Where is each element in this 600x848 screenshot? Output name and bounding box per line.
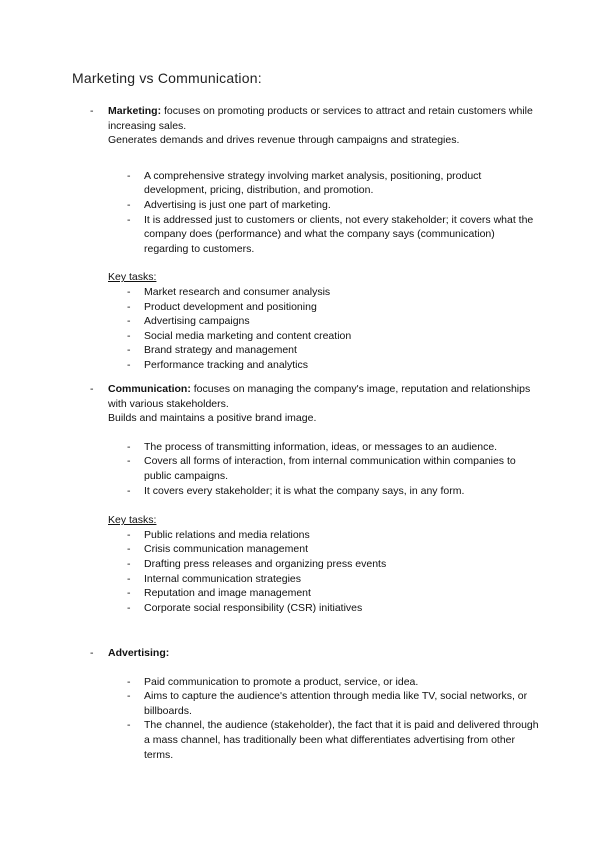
task-text: Advertising campaigns	[144, 315, 250, 328]
marketing-points	[72, 169, 542, 257]
communication-summary: Builds and maintains a positive brand image.	[108, 412, 317, 425]
marketing-key-tasks-label: Key tasks:	[108, 271, 157, 284]
list-item	[72, 213, 542, 257]
task-text: Market research and consumer analysis	[144, 285, 331, 298]
marketing-section	[72, 104, 542, 373]
list-item	[72, 586, 542, 601]
bullet-dash: -	[127, 213, 131, 226]
bullet-dash: -	[127, 528, 131, 541]
advertising-point: Aims to capture the audience's attention through media like TV, social networks, or billboards.	[144, 690, 528, 717]
advertising-intro	[72, 646, 542, 661]
communication-point: The process of transmitting information, ideas, or messages to an audience.	[144, 440, 498, 453]
communication-points	[72, 440, 542, 498]
list-item	[72, 343, 542, 358]
task-text: Internal communication strategies	[144, 572, 301, 585]
list-item	[72, 528, 542, 543]
bullet-dash: -	[127, 440, 131, 453]
bullet-dash: -	[127, 198, 131, 211]
list-item	[72, 718, 542, 762]
task-text: Brand strategy and management	[144, 344, 297, 357]
marketing-intro-text: focuses on promoting products or services to attract and retain customers while increasing sales.	[108, 105, 533, 132]
task-text: Drafting press releases and organizing press events	[144, 557, 387, 570]
bullet-dash: -	[90, 647, 94, 659]
marketing-point: A comprehensive strategy involving market analysis, positioning, product development, pricing, distribution, and promotion.	[144, 169, 482, 197]
list-item	[72, 358, 542, 373]
list-item	[72, 601, 542, 616]
task-text: Product development and positioning	[144, 300, 317, 313]
list-item	[72, 484, 542, 499]
task-text: Corporate social responsibility (CSR) initiatives	[144, 601, 363, 614]
advertising-point: Paid communication to promote a product, service, or idea.	[144, 675, 419, 688]
page-title: Marketing vs Communication:	[72, 70, 262, 86]
bullet-dash: -	[127, 587, 131, 600]
communication-tasks	[72, 528, 542, 616]
list-item	[72, 454, 542, 483]
marketing-heading: Marketing:	[108, 105, 162, 117]
advertising-points	[72, 675, 542, 763]
bullet-dash: -	[127, 572, 131, 585]
bullet-dash: -	[127, 690, 131, 703]
task-text: Social media marketing and content creation	[144, 329, 352, 342]
list-item	[72, 572, 542, 587]
communication-intro-text: focuses on managing the company's image, reputation and relationships with various stakeholders.	[108, 383, 531, 410]
task-text: Reputation and image management	[144, 587, 311, 600]
bullet-dash: -	[127, 358, 131, 371]
list-item	[72, 542, 542, 557]
bullet-dash: -	[127, 329, 131, 342]
task-text: Performance tracking and analytics	[144, 358, 308, 371]
communication-key-tasks-label: Key tasks:	[108, 514, 157, 527]
task-text: Crisis communication management	[144, 543, 308, 556]
list-item	[72, 300, 542, 315]
marketing-summary: Generates demands and drives revenue through campaigns and strategies.	[108, 134, 460, 147]
bullet-dash: -	[127, 557, 131, 570]
bullet-dash: -	[127, 344, 131, 357]
bullet-dash: -	[127, 543, 131, 556]
bullet-dash: -	[127, 169, 131, 182]
list-item	[72, 169, 542, 198]
communication-intro	[72, 382, 542, 411]
bullet-dash: -	[127, 300, 131, 313]
advertising-section	[72, 646, 542, 762]
bullet-dash: -	[90, 105, 94, 117]
marketing-point: It is addressed just to customers or clients, not every stakeholder; it covers what the company does (performance) and what the company says (communication) regarding to customers.	[144, 213, 534, 255]
bullet-dash: -	[127, 285, 131, 298]
bullet-dash: -	[127, 315, 131, 328]
bullet-dash: -	[127, 719, 131, 732]
advertising-heading: Advertising:	[108, 647, 170, 659]
communication-section	[72, 382, 542, 615]
advertising-point: The channel, the audience (stakeholder), the fact that it is paid and delivered through a mass channel, has traditionally been what differentiates advertising from other terms.	[144, 719, 539, 761]
list-item	[72, 557, 542, 572]
list-item	[72, 198, 542, 213]
communication-point: Covers all forms of interaction, from internal communication within companies to public campaigns.	[144, 455, 516, 482]
bullet-dash: -	[127, 601, 131, 614]
task-text: Public relations and media relations	[144, 528, 310, 541]
communication-point: It covers every stakeholder; it is what the company says, in any form.	[144, 484, 465, 497]
list-item	[72, 329, 542, 344]
bullet-dash: -	[127, 484, 131, 497]
list-item	[72, 314, 542, 329]
bullet-dash: -	[90, 383, 94, 395]
marketing-tasks	[72, 285, 542, 373]
marketing-intro	[72, 104, 542, 133]
bullet-dash: -	[127, 675, 131, 688]
list-item	[72, 440, 542, 455]
list-item	[72, 689, 542, 718]
communication-heading: Communication:	[108, 383, 191, 395]
bullet-dash: -	[127, 455, 131, 468]
list-item	[72, 675, 542, 690]
list-item	[72, 285, 542, 300]
marketing-point: Advertising is just one part of marketing.	[144, 198, 331, 211]
